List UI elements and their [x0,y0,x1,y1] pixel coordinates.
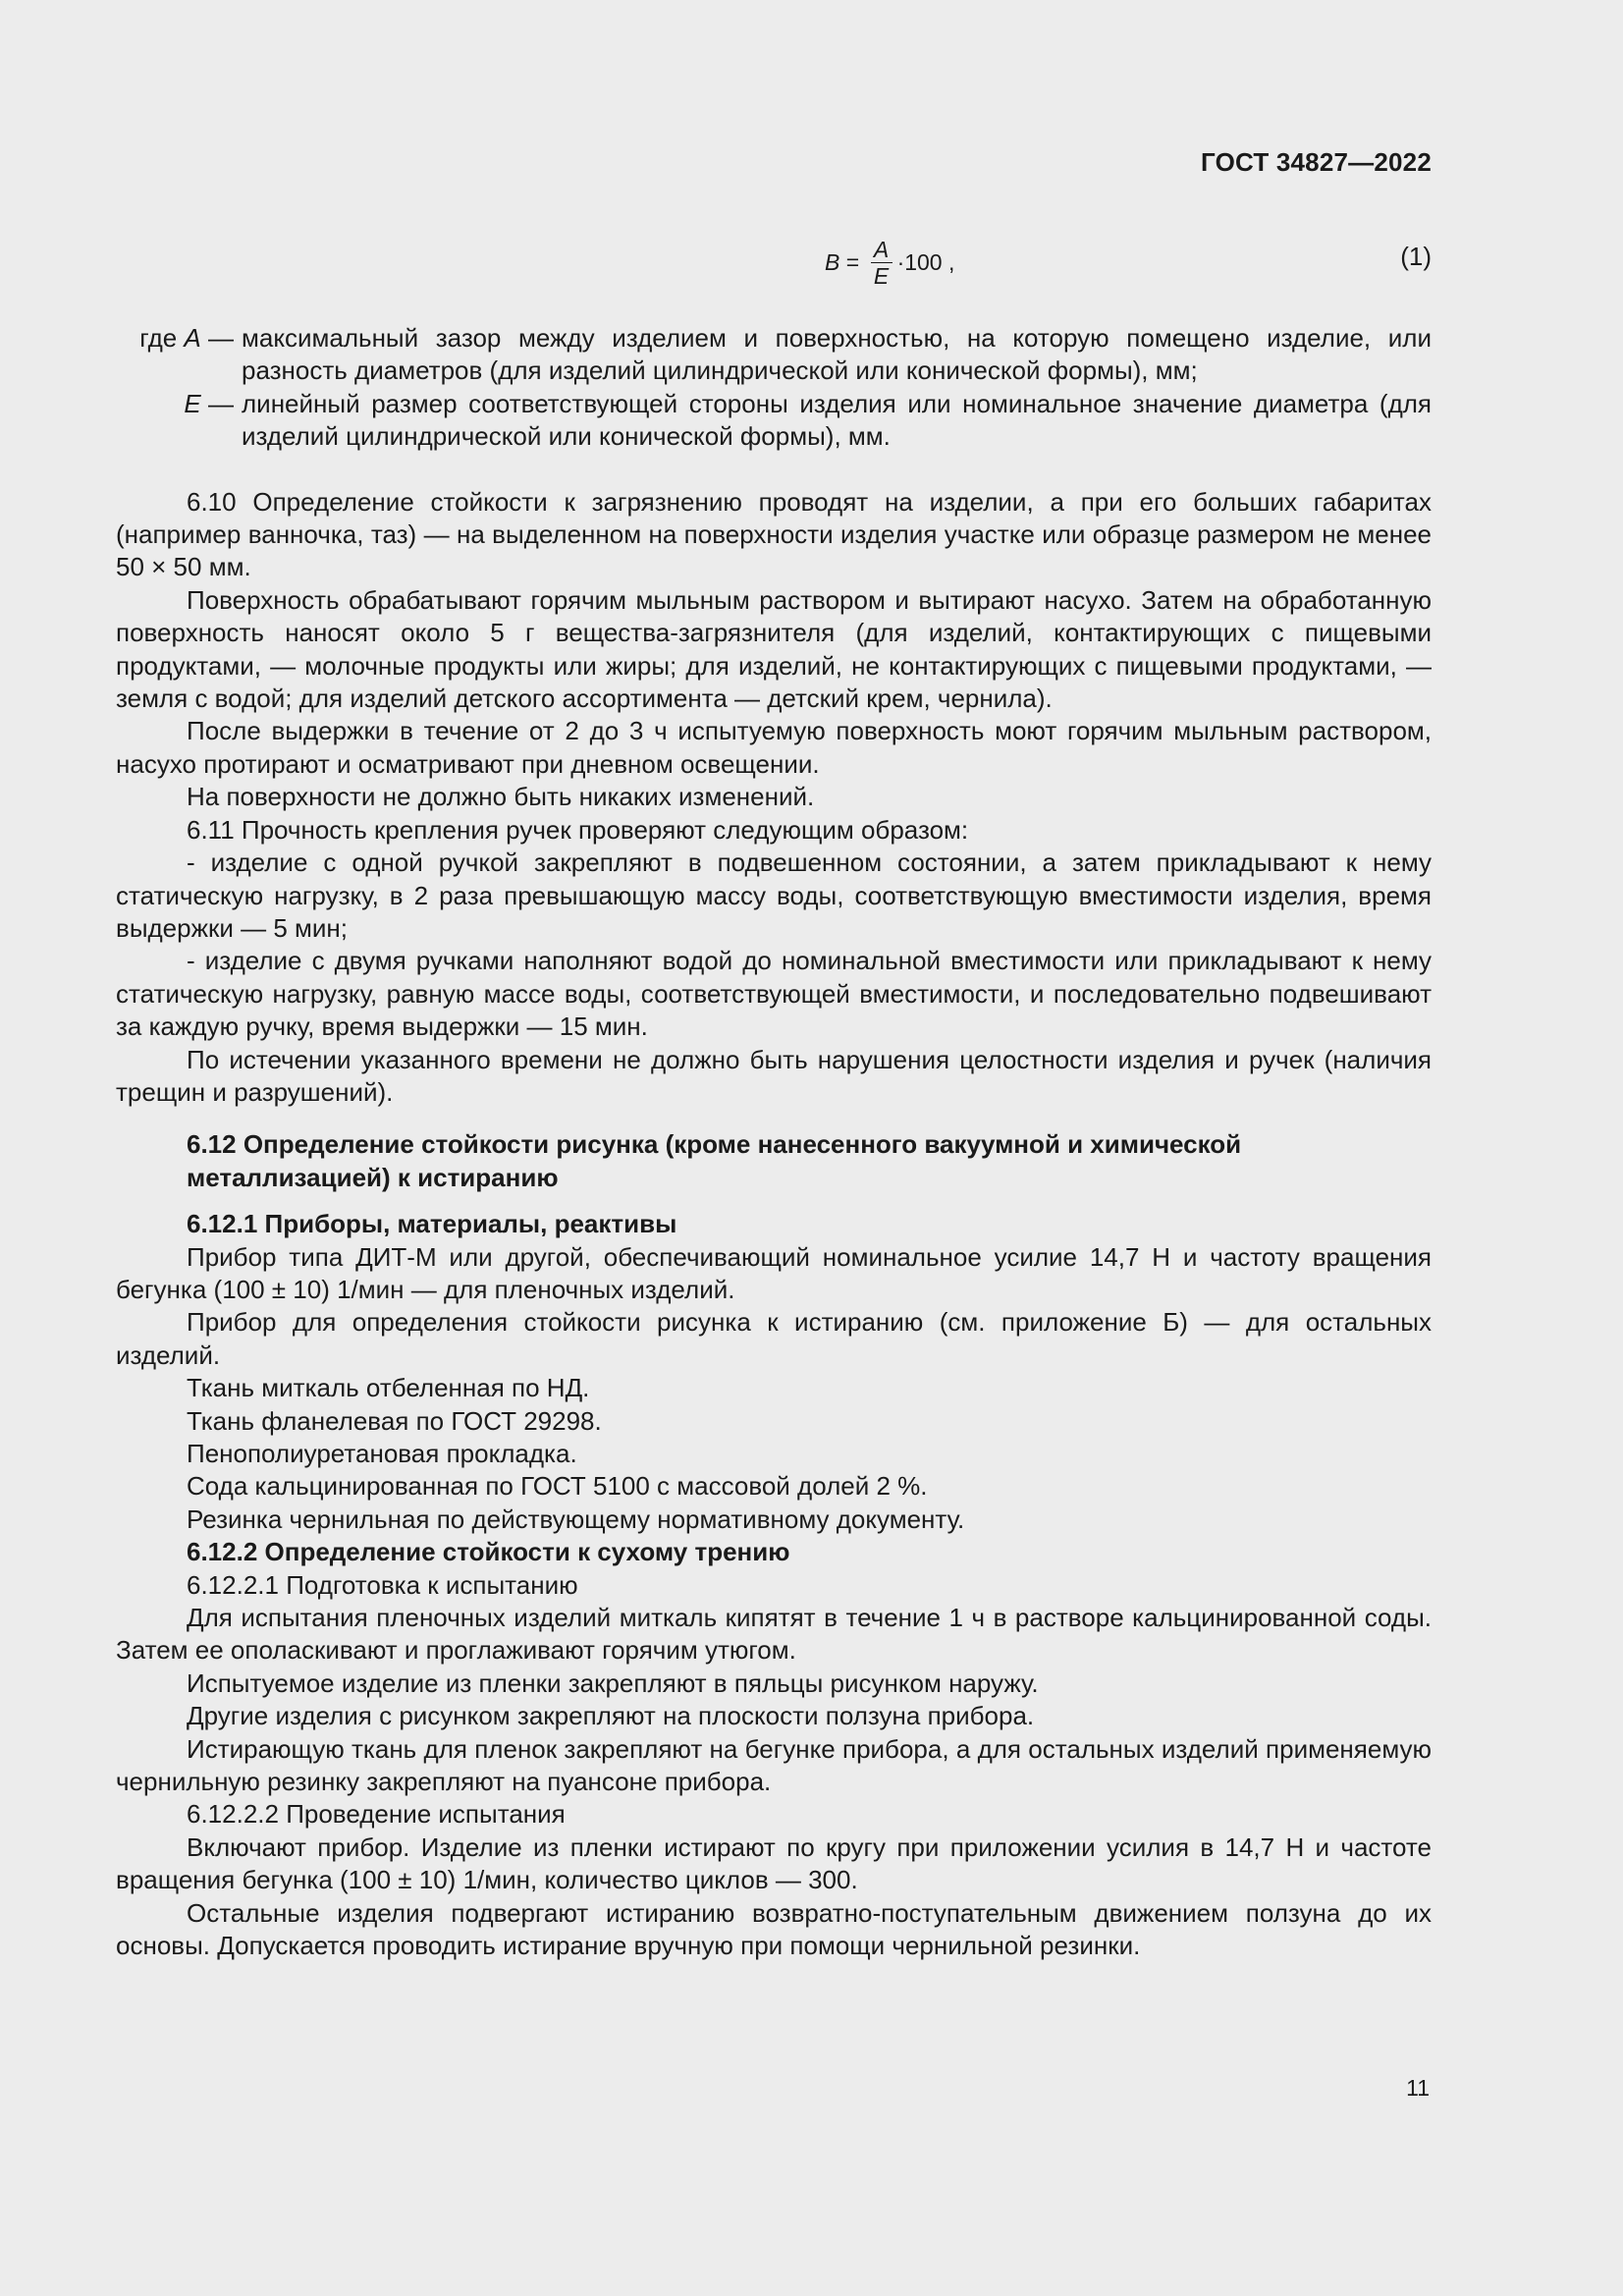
formula-equals: = [839,248,866,275]
paragraph: Другие изделия с рисунком закрепляют на плоскости ползуна прибора. [187,1701,1035,1731]
paragraph: По истечении указанного времени не должно быть нарушения целостности изделия и ручек (наличия трещин и разрушений). [116,1044,1432,1107]
paragraph: После выдержки в течение от 2 до 3 ч испытуемую поверхность моют горячим мыльным раствором, насухо протирают и осматривают при дневном освещении. [116,716,1432,779]
paragraph: Ткань фланелевая по ГОСТ 29298. [187,1405,602,1436]
paragraph: Истирающую ткань для пленок закрепляют на бегунке прибора, а для остальных изделий применяемую чернильную резинку закрепляют на пуансоне прибора. [116,1733,1432,1797]
equation-number: (1) [1400,242,1432,271]
list-item: - изделие с двумя ручками наполняют водой до номинальной вместимости или прикладывают к нему статическую нагрузку, равную массе воды, соответствующей вместимости, и последовательно подвешивают за каждую ручку, время выдержки — 15 мин. [116,946,1432,1042]
formula-lhs: B [825,248,840,275]
definition-symbol: A [184,323,201,353]
definition-dash: — [200,323,234,353]
paragraph: Включают прибор. Изделие из пленки истирают по кругу при приложении усилия в 14,7 Н и частоте вращения бегунка (100 ± 10) 1/мин, количество циклов — 300. [116,1831,1432,1895]
definition-lead: где [139,323,185,353]
subsection-heading-6-12-1: 6.12.1 Приборы, материалы, реактивы [187,1209,677,1239]
paragraph-6-10: 6.10 Определение стойкости к загрязнению проводят на изделии, а при его больших габаритах (например ванночка, таз) — на выделенном на поверхности изделия участке или образце размером не менее 50 × 50 мм. [116,486,1432,582]
subsubsection-heading-6-12-2-2: 6.12.2.2 Проведение испытания [187,1799,566,1830]
paragraph: Поверхность обрабатывают горячим мыльным раствором и вытирают насухо. Затем на обработанную поверхность наносят около 5 г вещества-загрязнителя (для изделий, контактирующих с пищевыми продуктами, — молочные продукты или жиры; для изделий, не контактирующих с пищевыми продуктами, — земля с водой; для изделий детского ассортимента — детский крем, чернила). [116,584,1432,714]
definition-text: линейный размер соответствующей стороны изделия или номинальное значение диаметра (для изделий цилиндрической или конической формы), мм. [242,388,1432,452]
definition-text: максимальный зазор между изделием и поверхностью, на которую помещено изделие, или разность диаметров (для изделий цилиндрической или конической формы), мм; [242,323,1432,386]
definition-dash: — [200,388,234,418]
paragraph: Прибор типа ДИТ-М или другой, обеспечивающий номинальное усилие 14,7 Н и частоту вращения бегунка (100 ± 10) 1/мин — для пленочных изделий. [116,1241,1432,1304]
formula-numerator: A [873,236,890,262]
definition-item [116,322,1432,388]
paragraph-6-11: 6.11 Прочность крепления ручек проверяют следующим образом: [187,814,969,845]
paragraph: Резинка чернильная по действующему нормативному документу. [187,1503,965,1534]
subsubsection-heading-6-12-2-1: 6.12.2.1 Подготовка к испытанию [187,1569,578,1600]
formula-tail: ·100 , [896,248,955,275]
definition-term [116,388,234,420]
document-body [116,322,1432,1963]
paragraph: Остальные изделия подвергают истиранию возвратно-поступательным движением ползуна до их основы. Допускается проводить истирание вручную при помощи чернильной резинки. [116,1897,1432,1961]
paragraph: Ткань миткаль отбеленная по НД. [187,1373,590,1403]
paragraph: Для испытания пленочных изделий миткаль кипятят в течение 1 ч в растворе кальцинированной соды. Затем ее ополаскивают и проглаживают горячим утюгом. [116,1603,1432,1666]
definition-item [116,388,1432,454]
paragraph: Сода кальцинированная по ГОСТ 5100 с массовой долей 2 %. [187,1471,928,1502]
definition-symbol: E [184,388,201,418]
formula-1 [825,228,954,297]
formula-row [116,228,1432,297]
paragraph: Прибор для определения стойкости рисунка к истиранию (см. приложение Б) — для остальных изделий. [116,1307,1432,1370]
definition-term [116,322,234,355]
paragraph: Пенополиуретановая прокладка. [187,1439,577,1468]
document-id-header: ГОСТ 34827—2022 [1201,147,1432,177]
section-heading-6-12: 6.12 Определение стойкости рисунка (кроме нанесенного вакуумной и химической металлизацией) к истиранию [187,1129,1242,1192]
variable-definitions [116,322,1432,454]
formula-denominator: E [873,262,890,289]
paragraph: На поверхности не должно быть никаких изменений. [187,782,815,812]
page-number: 11 [1406,2075,1430,2101]
paragraph: Испытуемое изделие из пленки закрепляют в пяльцы рисунком наружу. [187,1667,1039,1698]
formula-fraction [871,237,893,289]
list-item: - изделие с одной ручкой закрепляют в подвешенном состоянии, а затем прикладывают к нему статическую нагрузку, в 2 раза превышающую массу воды, соответствующую вместимости изделия, время выдержки — 5 мин; [116,847,1432,943]
subsection-heading-6-12-2: 6.12.2 Определение стойкости к сухому трению [187,1537,790,1567]
